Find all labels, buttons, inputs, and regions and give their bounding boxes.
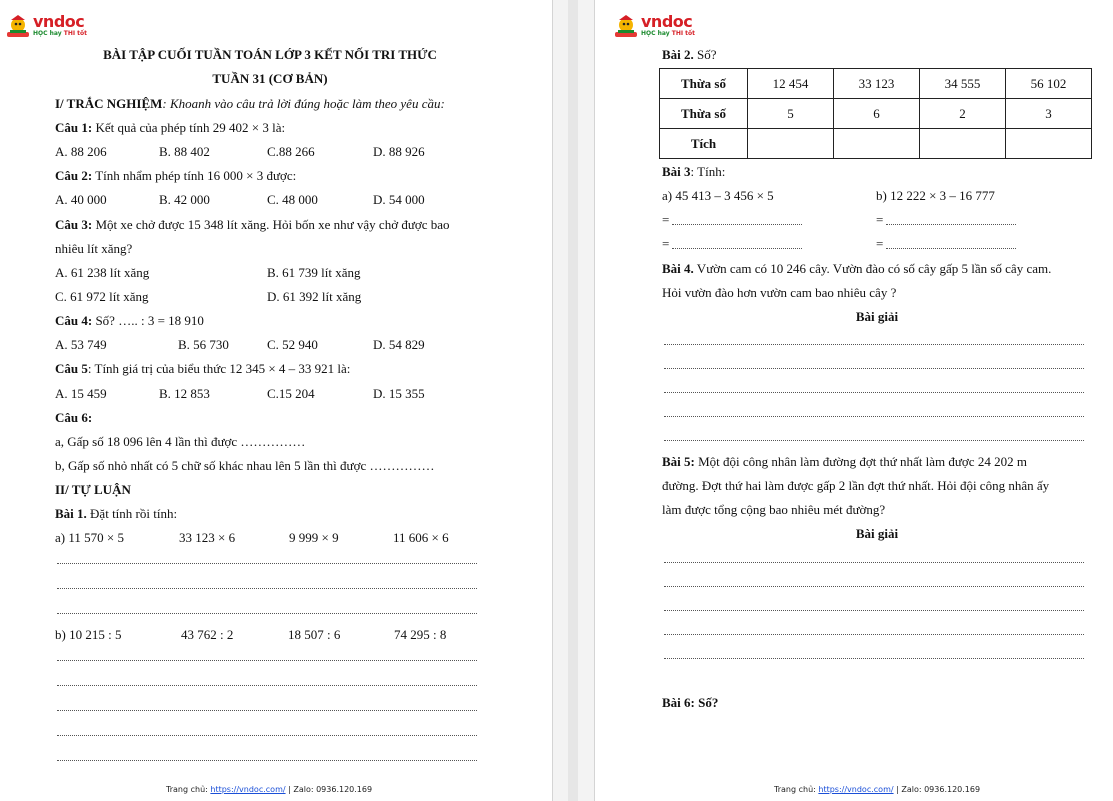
answer-line [57,613,477,614]
exercise-1a-item2: 33 123 × 6 [179,530,236,545]
answer-line [886,248,1016,249]
exercise-1a-item1: a) 11 570 × 5 [55,530,124,545]
exercise-1b-item4: 74 295 : 8 [394,627,447,642]
answer-line [57,588,477,589]
table-cell: 33 123 [834,69,920,99]
exercise-1b-item1: b) 10 215 : 5 [55,627,122,642]
table-cell: Thừa số [660,69,748,99]
exercise-1a-item3: 9 999 × 9 [289,530,339,545]
eq-sign: = [662,212,670,227]
table-row [660,99,1092,129]
table-cell: 2 [920,99,1006,129]
document-page-left [0,0,552,801]
footer-link[interactable]: https://vndoc.com/ [210,785,286,794]
exercise-4: Bài 4. Vườn cam có 10 246 cây. Vườn đào có số cây gấp 5 lần số cây cam. [662,261,1052,276]
q4-option-d: D. 54 829 [373,337,425,352]
vndoc-mascot-icon [613,14,639,38]
q3-option-c: C. 61 972 lít xăng [55,289,149,304]
eq-sign: = [876,236,884,251]
eq-sign: = [876,212,884,227]
answer-line [664,562,1084,563]
vndoc-mascot-icon [5,14,31,38]
question-3-line2: nhiêu lít xăng? [55,241,133,256]
q2-option-b: B. 42 000 [159,192,210,207]
table-cell: Thừa số [660,99,748,129]
q2-option-a: A. 40 000 [55,192,107,207]
table-cell [748,129,834,159]
worksheet-title: BÀI TẬP CUỐI TUẦN TOÁN LỚP 3 KẾT NỐI TRI THỨC [103,47,437,62]
answer-line [664,658,1084,659]
table-cell: 12 454 [748,69,834,99]
q1-option-a: A. 88 206 [55,144,107,159]
answer-line [57,735,477,736]
table-cell: Tích [660,129,748,159]
answer-line [57,710,477,711]
q5-option-b: B. 12 853 [159,386,210,401]
answer-line [664,344,1084,345]
q1-option-d: D. 88 926 [373,144,425,159]
exercise-2: Bài 2. Số? [662,47,717,62]
table-row [660,69,1092,99]
answer-line [664,440,1084,441]
table-cell: 34 555 [920,69,1006,99]
page-footer: Trang chủ: https://vndoc.com/ | Zalo: 0936.120.169 [774,785,981,794]
question-3: Câu 3: Một xe chở được 15 348 lít xăng. Hỏi bốn xe như vậy chở được bao [55,217,450,232]
solution-heading: Bài giải [855,526,899,541]
answer-line [886,224,1016,225]
logo-tagline: HỌC hay THI tốt [641,30,696,37]
exercise-3b: b) 12 222 × 3 – 16 777 [876,188,995,203]
table-row [660,129,1092,159]
q4-option-c: C. 52 940 [267,337,318,352]
answer-line [672,224,802,225]
answer-line [664,368,1084,369]
solution-heading: Bài giải [855,309,899,324]
vndoc-logo [613,14,695,38]
q4-option-b: B. 56 730 [178,337,229,352]
document-page-right [595,0,1113,801]
q1-option-c: C.88 266 [267,144,315,159]
q3-option-d: D. 61 392 lít xăng [267,289,362,304]
exercise-1a-item4: 11 606 × 6 [393,530,449,545]
footer-link[interactable]: https://vndoc.com/ [818,785,894,794]
exercise-5: Bài 5: Một đội công nhân làm đường đợt thứ nhất làm được 24 202 m [662,454,1027,469]
q2-option-d: D. 54 000 [373,192,425,207]
exercise-4-line2: Hỏi vườn đào hơn vườn cam bao nhiêu cây ? [662,285,897,300]
exercise-1b-item3: 18 507 : 6 [288,627,341,642]
table-cell [1006,129,1092,159]
logo-tagline: HỌC hay THI tốt [33,30,88,37]
answer-line [57,685,477,686]
table-cell: 5 [748,99,834,129]
question-5: Câu 5: Tính giá trị của biểu thức 12 345 × 4 – 33 921 là: [55,361,351,376]
table-cell: 3 [1006,99,1092,129]
answer-line [664,392,1084,393]
scrollbar[interactable] [568,0,578,801]
answer-line [57,660,477,661]
table-cell [920,129,1006,159]
table-cell: 56 102 [1006,69,1092,99]
vndoc-logo [5,14,87,38]
q3-option-b: B. 61 739 lít xăng [267,265,361,280]
exercise-3: Bài 3: Tính: [662,164,726,179]
logo-brand-text: vndoc [641,12,693,31]
section-1-heading: I/ TRẮC NGHIỆM: Khoanh vào câu trả lời đúng hoặc làm theo yêu cầu: [55,96,445,111]
exercise-1b-item2: 43 762 : 2 [181,627,234,642]
question-4: Câu 4: Số? ….. : 3 = 18 910 [55,313,204,328]
section-2-heading: II/ TỰ LUẬN [55,482,131,497]
page-footer: Trang chủ: https://vndoc.com/ | Zalo: 0936.120.169 [166,785,373,794]
q2-option-c: C. 48 000 [267,192,318,207]
q5-option-d: D. 15 355 [373,386,425,401]
table-cell [834,129,920,159]
q5-option-c: C.15 204 [267,386,315,401]
answer-line [57,563,477,564]
answer-line [57,760,477,761]
exercise-5-line3: làm được tổng cộng bao nhiêu mét đường? [662,502,886,517]
table-cell: 6 [834,99,920,129]
exercise-5-line2: đường. Đợt thứ hai làm được gấp 2 lần đợt thứ nhất. Hỏi đội công nhân ấy [662,478,1050,493]
q3-option-a: A. 61 238 lít xăng [55,265,150,280]
question-6a: a, Gấp số 18 096 lên 4 lần thì được …………… [55,434,306,449]
exercise-1: Bài 1. Đặt tính rồi tính: [55,506,178,521]
logo-brand-text: vndoc [33,12,85,31]
q1-option-b: B. 88 402 [159,144,210,159]
page-gutter [552,0,595,801]
q4-option-a: A. 53 749 [55,337,107,352]
eq-sign: = [662,236,670,251]
question-1: Câu 1: Kết quả của phép tính 29 402 × 3 là: [55,120,286,135]
question-2: Câu 2: Tính nhẩm phép tính 16 000 × 3 được: [55,168,297,183]
answer-line [664,586,1084,587]
exercise-6: Bài 6: Số? [662,695,719,710]
answer-line [672,248,802,249]
q5-option-a: A. 15 459 [55,386,107,401]
exercise-3a: a) 45 413 – 3 456 × 5 [662,188,774,203]
answer-line [664,634,1084,635]
question-6: Câu 6: [55,410,93,425]
question-6b: b, Gấp số nhỏ nhất có 5 chữ số khác nhau lên 5 lần thì được …………… [55,458,435,473]
answer-line [664,610,1084,611]
multiplication-table [659,68,1092,159]
answer-line [664,416,1084,417]
worksheet-subtitle: TUẦN 31 (CƠ BẢN) [212,71,328,86]
